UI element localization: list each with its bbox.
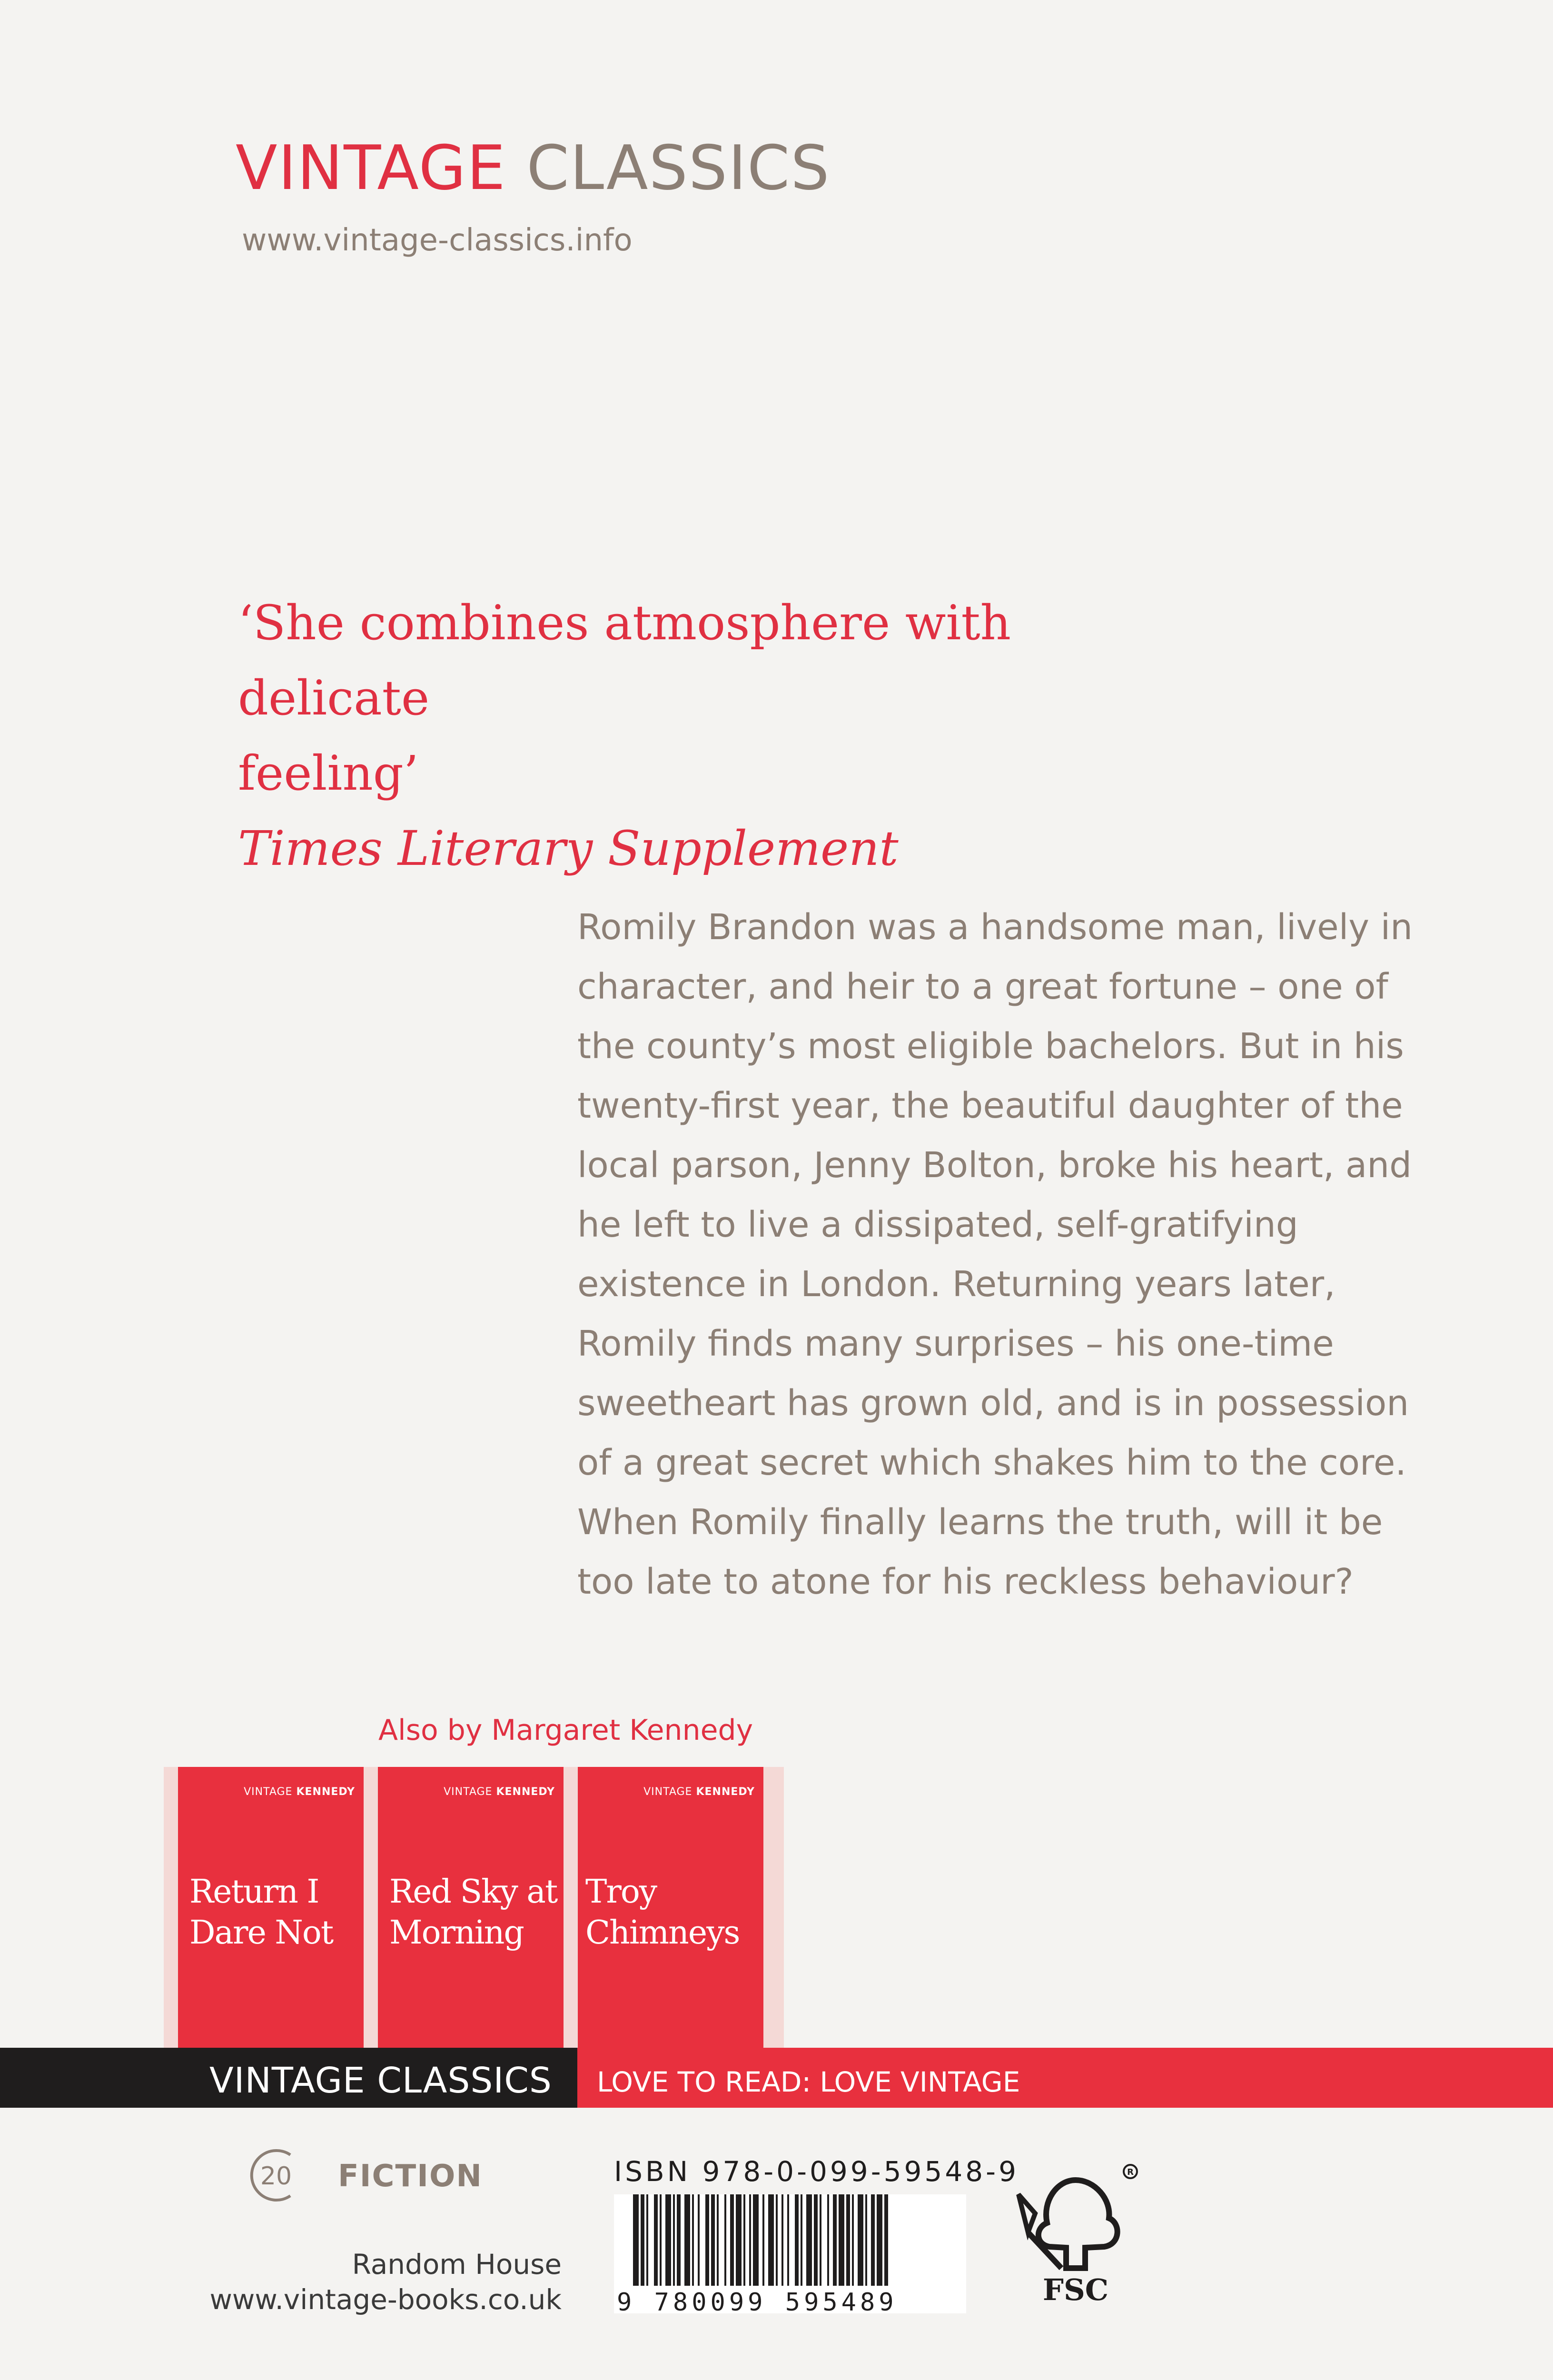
blurb-line: twenty-first year, the beautiful daughter of the (577, 1085, 1403, 1126)
isbn-label: ISBN 978-0-099-59548-9 (614, 2155, 1019, 2188)
review-quote (238, 585, 1190, 886)
fsc-logo-icon (1009, 2161, 1142, 2304)
barcode-digits: 9 780099 595489 (617, 2288, 898, 2313)
blurb-line: of a great secret which shakes him to the core. (577, 1442, 1406, 1483)
fsc-label: FSC (1042, 2272, 1109, 2304)
blurb-line: Romily finds many surprises – his one-time (577, 1323, 1334, 1364)
publisher-name: Random House (352, 2248, 562, 2281)
also-by-heading: Also by Margaret Kennedy (378, 1714, 753, 1747)
book-cover-red-sky-at-morning[interactable] (378, 1767, 564, 2048)
quote-line-1: ‘She combines atmosphere with delicate (238, 595, 1011, 726)
quote-source: Times Literary Supplement (238, 821, 899, 876)
book-title: Return I Dare Not (189, 1873, 333, 1952)
book-series-label: VINTAGE KENNEDY (643, 1786, 755, 1798)
blurb-line: too late to atone for his reckless behaviour? (577, 1561, 1354, 1602)
book-series-label: VINTAGE KENNEDY (444, 1786, 555, 1798)
slogan-band-label: LOVE TO READ: LOVE VINTAGE (597, 2066, 1020, 2098)
brand-vintage: VINTAGE (236, 133, 506, 204)
book-cover-return-i-dare-not[interactable] (178, 1767, 364, 2048)
svg-text:R: R (1127, 2167, 1134, 2177)
blurb-line: local parson, Jenny Bolton, broke his heart, and (577, 1145, 1412, 1186)
brand-classics: CLASSICS (526, 133, 831, 204)
c20-label: 20 (260, 2162, 292, 2191)
blurb-line: When Romily finally learns the truth, will it be (577, 1502, 1383, 1543)
publisher-info (209, 2247, 562, 2317)
c20-logo-icon (243, 2144, 305, 2206)
book-series-label: VINTAGE KENNEDY (244, 1786, 355, 1798)
book-title: Troy Chimneys (585, 1873, 740, 1952)
blurb-line: sweetheart has grown old, and is in possession (577, 1383, 1409, 1424)
quote-line-2: feeling’ (238, 745, 419, 801)
barcode-icon (614, 2194, 966, 2313)
brand-url[interactable]: www.vintage-classics.info (242, 223, 633, 258)
blurb-line: existence in London. Returning years later, (577, 1264, 1335, 1305)
category-label: FICTION (338, 2159, 483, 2194)
blurb-line: he left to live a dissipated, self-gratifying (577, 1204, 1298, 1245)
blurb-line: Romily Brandon was a handsome man, lively in (577, 907, 1413, 948)
brand-title (236, 133, 831, 204)
book-cover-troy-chimneys[interactable] (578, 1767, 763, 2048)
blurb-line: the county’s most eligible bachelors. But in his (577, 1026, 1404, 1067)
book-title: Red Sky at Morning (389, 1873, 557, 1952)
blurb (577, 898, 1434, 1612)
blurb-line: character, and heir to a great fortune – one of (577, 966, 1388, 1007)
publisher-url[interactable]: www.vintage-books.co.uk (209, 2283, 562, 2316)
series-band-label: VINTAGE CLASSICS (209, 2060, 552, 2101)
